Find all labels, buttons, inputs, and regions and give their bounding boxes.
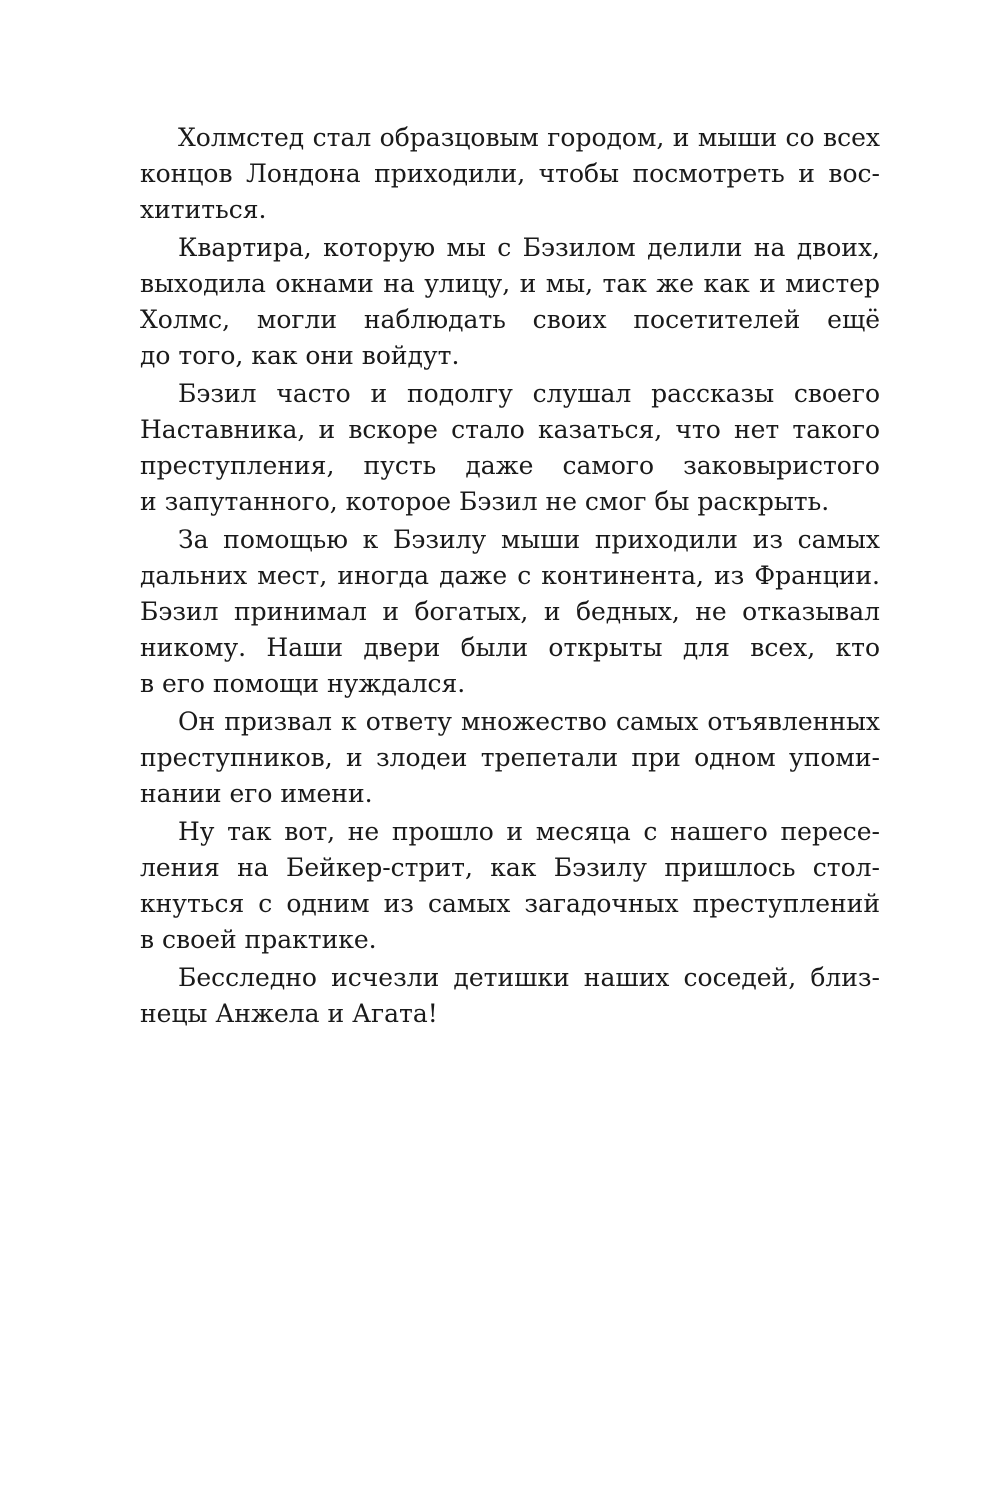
text-line: никому. Наши двери были открыты для всех, кто xyxy=(140,633,880,662)
paragraph xyxy=(140,376,880,520)
text-line: Холмс, могли наблюдать своих посетителей ещё xyxy=(140,305,880,334)
text-line: За помощью к Бэзилу мыши приходили из самых xyxy=(178,525,880,554)
text-line: Холмстед стал образцовым городом, и мыши со всех xyxy=(178,123,880,152)
text-line: преступления, пусть даже самого заковыристого xyxy=(140,451,880,480)
text-line: нецы Анжела и Агата! xyxy=(140,999,438,1028)
text-line: выходила окнами на улицу, и мы, так же как и мистер xyxy=(140,269,880,298)
text-line: Наставника, и вскоре стало казаться, что нет такого xyxy=(140,415,880,444)
text-line: Ну так вот, не прошло и месяца с нашего пересе- xyxy=(178,817,880,846)
paragraph xyxy=(140,960,880,1032)
text-line: Бэзил часто и подолгу слушал рассказы своего xyxy=(178,379,880,408)
text-line: и запутанного, которое Бэзил не смог бы раскрыть. xyxy=(140,487,830,516)
text-line: преступников, и злодеи трепетали при одном упоми- xyxy=(140,743,880,772)
text-line: кнуться с одним из самых загадочных преступлений xyxy=(140,889,880,918)
body-text xyxy=(140,120,880,1034)
text-line: Бесследно исчезли детишки наших соседей, близ- xyxy=(178,963,880,992)
text-line: до того, как они войдут. xyxy=(140,341,460,370)
text-line: Бэзил принимал и богатых, и бедных, не отказывал xyxy=(140,597,880,626)
text-line: в его помощи нуждался. xyxy=(140,669,466,698)
paragraph xyxy=(140,522,880,702)
paragraph xyxy=(140,120,880,228)
text-line: Он призвал к ответу множество самых отъявленных xyxy=(178,707,880,736)
paragraph xyxy=(140,814,880,958)
paragraph xyxy=(140,230,880,374)
paragraph xyxy=(140,704,880,812)
text-line: дальних мест, иногда даже с континента, из Франции. xyxy=(140,561,880,590)
text-line: в своей практике. xyxy=(140,925,377,954)
text-line: концов Лондона приходили, чтобы посмотреть и вос- xyxy=(140,159,880,188)
text-line: Квартира, которую мы с Бэзилом делили на двоих, xyxy=(178,233,880,262)
text-line: хититься. xyxy=(140,195,267,224)
text-line: ления на Бейкер-стрит, как Бэзилу пришлось стол- xyxy=(140,853,880,882)
text-line: нании его имени. xyxy=(140,779,373,808)
